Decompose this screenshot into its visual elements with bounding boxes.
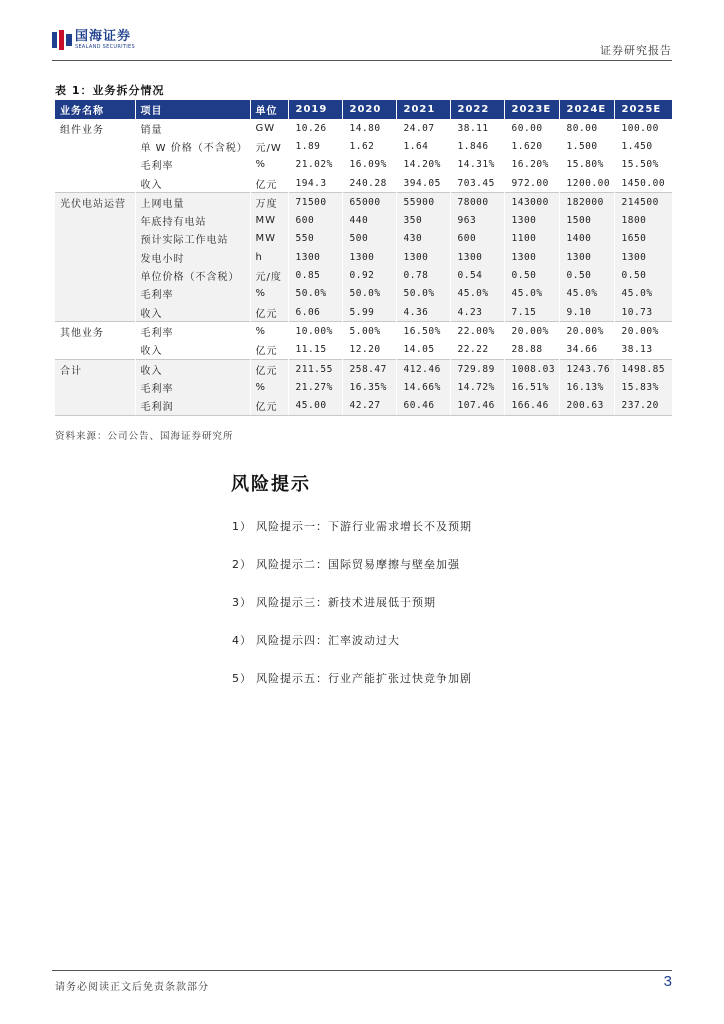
row-group-cell <box>55 211 135 229</box>
value-cell: 703.45 <box>450 174 504 193</box>
value-cell: 600 <box>450 230 504 248</box>
row-group-cell <box>55 156 135 174</box>
table-source: 资料来源：公司公告、国海证券研究所 <box>55 431 234 442</box>
value-cell: 412.46 <box>396 359 450 378</box>
column-header: 2021 <box>396 100 450 119</box>
value-cell: 0.85 <box>288 266 342 284</box>
value-cell: 16.35% <box>342 378 396 396</box>
value-cell: 100.00 <box>614 119 672 137</box>
value-cell: 12.20 <box>342 341 396 360</box>
row-item-cell: 毛利率 <box>135 378 250 396</box>
column-header: 2022 <box>450 100 504 119</box>
table-row <box>55 174 672 193</box>
table-row <box>55 248 672 266</box>
value-cell: 0.50 <box>614 266 672 284</box>
value-cell: 1800 <box>614 211 672 229</box>
row-item-cell: 单 W 价格（不含税） <box>135 137 250 155</box>
row-item-cell: 毛利率 <box>135 156 250 174</box>
value-cell: 50.0% <box>342 285 396 303</box>
value-cell: 14.66% <box>396 378 450 396</box>
value-cell: 45.0% <box>504 285 559 303</box>
row-item-cell: 年底持有电站 <box>135 211 250 229</box>
value-cell: 143000 <box>504 193 559 212</box>
value-cell: 200.63 <box>559 396 614 415</box>
value-cell: 729.89 <box>450 359 504 378</box>
value-cell: 1300 <box>504 211 559 229</box>
row-item-cell: 毛利率 <box>135 322 250 341</box>
column-header: 项目 <box>135 100 250 119</box>
header-divider <box>52 60 672 61</box>
row-unit-cell: % <box>250 378 288 396</box>
value-cell: 440 <box>342 211 396 229</box>
value-cell: 1.450 <box>614 137 672 155</box>
row-item-cell: 毛利润 <box>135 396 250 415</box>
value-cell: 60.00 <box>504 119 559 137</box>
table-row <box>55 396 672 415</box>
value-cell: 1.500 <box>559 137 614 155</box>
row-group-cell: 合计 <box>55 359 135 378</box>
value-cell: 22.22 <box>450 341 504 360</box>
value-cell: 0.54 <box>450 266 504 284</box>
column-header: 业务名称 <box>55 100 135 119</box>
value-cell: 11.15 <box>288 341 342 360</box>
row-item-cell: 发电小时 <box>135 248 250 266</box>
value-cell: 38.11 <box>450 119 504 137</box>
column-header: 2025E <box>614 100 672 119</box>
value-cell: 1200.00 <box>559 174 614 193</box>
value-cell: 20.00% <box>614 322 672 341</box>
risk-text: 风险提示三：新技术进展低于预期 <box>256 596 436 609</box>
value-cell: 16.50% <box>396 322 450 341</box>
row-group-cell <box>55 378 135 396</box>
row-item-cell: 上网电量 <box>135 193 250 212</box>
value-cell: 1450.00 <box>614 174 672 193</box>
value-cell: 15.50% <box>614 156 672 174</box>
value-cell: 182000 <box>559 193 614 212</box>
risk-text: 风险提示五：行业产能扩张过快竞争加剧 <box>256 672 472 685</box>
value-cell: 1300 <box>288 248 342 266</box>
value-cell: 1008.03 <box>504 359 559 378</box>
table-row <box>55 211 672 229</box>
row-group-cell <box>55 341 135 360</box>
value-cell: 20.00% <box>559 322 614 341</box>
value-cell: 5.00% <box>342 322 396 341</box>
column-header: 2024E <box>559 100 614 119</box>
footer-divider <box>52 970 672 971</box>
value-cell: 194.3 <box>288 174 342 193</box>
value-cell: 5.99 <box>342 303 396 322</box>
value-cell: 28.88 <box>504 341 559 360</box>
risk-text: 风险提示二：国际贸易摩擦与壁垒加强 <box>256 558 460 571</box>
value-cell: 1300 <box>342 248 396 266</box>
value-cell: 600 <box>288 211 342 229</box>
value-cell: 6.06 <box>288 303 342 322</box>
value-cell: 20.00% <box>504 322 559 341</box>
risk-index: 2） <box>232 558 252 571</box>
value-cell: 14.20% <box>396 156 450 174</box>
table-row <box>55 119 672 137</box>
row-unit-cell: 亿元 <box>250 303 288 322</box>
value-cell: 34.66 <box>559 341 614 360</box>
row-group-cell: 光伏电站运营 <box>55 193 135 212</box>
risk-item <box>232 672 472 710</box>
value-cell: 10.00% <box>288 322 342 341</box>
value-cell: 15.80% <box>559 156 614 174</box>
page-header <box>52 30 672 60</box>
value-cell: 45.0% <box>450 285 504 303</box>
column-header: 2020 <box>342 100 396 119</box>
value-cell: 14.05 <box>396 341 450 360</box>
value-cell: 1300 <box>614 248 672 266</box>
table-row <box>55 285 672 303</box>
value-cell: 15.83% <box>614 378 672 396</box>
risk-text: 风险提示一：下游行业需求增长不及预期 <box>256 520 472 533</box>
row-item-cell: 收入 <box>135 359 250 378</box>
row-unit-cell: 亿元 <box>250 359 288 378</box>
risk-index: 5） <box>232 672 252 685</box>
value-cell: 0.92 <box>342 266 396 284</box>
table-row <box>55 378 672 396</box>
value-cell: 1650 <box>614 230 672 248</box>
row-unit-cell: 元/W <box>250 137 288 155</box>
value-cell: 22.00% <box>450 322 504 341</box>
value-cell: 1498.85 <box>614 359 672 378</box>
table-row <box>55 266 672 284</box>
row-group-cell <box>55 303 135 322</box>
row-group-cell <box>55 266 135 284</box>
value-cell: 80.00 <box>559 119 614 137</box>
value-cell: 78000 <box>450 193 504 212</box>
row-unit-cell: 万度 <box>250 193 288 212</box>
table-row <box>55 137 672 155</box>
row-unit-cell: MW <box>250 211 288 229</box>
value-cell: 0.50 <box>559 266 614 284</box>
table-body <box>55 119 672 415</box>
value-cell: 1.620 <box>504 137 559 155</box>
value-cell: 16.51% <box>504 378 559 396</box>
value-cell: 1300 <box>504 248 559 266</box>
row-item-cell: 收入 <box>135 174 250 193</box>
value-cell: 1.846 <box>450 137 504 155</box>
row-unit-cell: h <box>250 248 288 266</box>
value-cell: 71500 <box>288 193 342 212</box>
risk-item <box>232 596 472 634</box>
value-cell: 0.50 <box>504 266 559 284</box>
value-cell: 166.46 <box>504 396 559 415</box>
value-cell: 1.64 <box>396 137 450 155</box>
row-unit-cell: MW <box>250 230 288 248</box>
row-group-cell <box>55 396 135 415</box>
row-group-cell <box>55 248 135 266</box>
table-row <box>55 230 672 248</box>
value-cell: 55900 <box>396 193 450 212</box>
risk-index: 4） <box>232 634 252 647</box>
value-cell: 9.10 <box>559 303 614 322</box>
risk-text: 风险提示四：汇率波动过大 <box>256 634 400 647</box>
value-cell: 16.20% <box>504 156 559 174</box>
value-cell: 107.46 <box>450 396 504 415</box>
row-unit-cell: 亿元 <box>250 174 288 193</box>
value-cell: 10.26 <box>288 119 342 137</box>
value-cell: 38.13 <box>614 341 672 360</box>
value-cell: 214500 <box>614 193 672 212</box>
row-unit-cell: 亿元 <box>250 396 288 415</box>
value-cell: 10.73 <box>614 303 672 322</box>
risk-index: 1） <box>232 520 252 533</box>
table-header-row <box>55 100 672 119</box>
value-cell: 50.0% <box>288 285 342 303</box>
value-cell: 963 <box>450 211 504 229</box>
value-cell: 1300 <box>559 248 614 266</box>
value-cell: 16.13% <box>559 378 614 396</box>
value-cell: 258.47 <box>342 359 396 378</box>
risk-item <box>232 520 472 558</box>
row-group-cell <box>55 230 135 248</box>
brand-logo <box>52 30 135 50</box>
value-cell: 394.05 <box>396 174 450 193</box>
value-cell: 430 <box>396 230 450 248</box>
value-cell: 45.0% <box>614 285 672 303</box>
value-cell: 1300 <box>450 248 504 266</box>
row-unit-cell: % <box>250 156 288 174</box>
value-cell: 50.0% <box>396 285 450 303</box>
brand-name-en: SEALAND SECURITIES <box>75 44 135 50</box>
risk-list <box>232 520 472 710</box>
value-cell: 14.80 <box>342 119 396 137</box>
column-header: 2023E <box>504 100 559 119</box>
row-group-cell <box>55 285 135 303</box>
value-cell: 500 <box>342 230 396 248</box>
table-row <box>55 303 672 322</box>
row-group-cell <box>55 174 135 193</box>
value-cell: 1.62 <box>342 137 396 155</box>
value-cell: 60.46 <box>396 396 450 415</box>
value-cell: 45.00 <box>288 396 342 415</box>
value-cell: 237.20 <box>614 396 672 415</box>
row-unit-cell: 元/度 <box>250 266 288 284</box>
value-cell: 1100 <box>504 230 559 248</box>
column-header: 2019 <box>288 100 342 119</box>
disclaimer: 请务必阅读正文后免责条款部分 <box>55 982 209 993</box>
value-cell: 7.15 <box>504 303 559 322</box>
row-group-cell <box>55 137 135 155</box>
value-cell: 24.07 <box>396 119 450 137</box>
value-cell: 21.02% <box>288 156 342 174</box>
value-cell: 14.31% <box>450 156 504 174</box>
risk-item <box>232 558 472 596</box>
value-cell: 4.36 <box>396 303 450 322</box>
table-row <box>55 322 672 341</box>
value-cell: 0.78 <box>396 266 450 284</box>
row-item-cell: 销量 <box>135 119 250 137</box>
value-cell: 4.23 <box>450 303 504 322</box>
row-item-cell: 毛利率 <box>135 285 250 303</box>
row-item-cell: 单位价格（不含税） <box>135 266 250 284</box>
column-header: 单位 <box>250 100 288 119</box>
value-cell: 1.89 <box>288 137 342 155</box>
table-row <box>55 359 672 378</box>
brand-logo-icon <box>52 30 72 50</box>
row-unit-cell: % <box>250 322 288 341</box>
table-title: 表 1：业务拆分情况 <box>55 84 165 97</box>
value-cell: 1300 <box>396 248 450 266</box>
page-number: 3 <box>663 973 672 990</box>
row-item-cell: 收入 <box>135 303 250 322</box>
value-cell: 350 <box>396 211 450 229</box>
row-item-cell: 预计实际工作电站 <box>135 230 250 248</box>
report-type: 证券研究报告 <box>600 44 672 57</box>
value-cell: 1500 <box>559 211 614 229</box>
value-cell: 211.55 <box>288 359 342 378</box>
risk-index: 3） <box>232 596 252 609</box>
value-cell: 1400 <box>559 230 614 248</box>
row-unit-cell: 亿元 <box>250 341 288 360</box>
risk-item <box>232 634 472 672</box>
value-cell: 45.0% <box>559 285 614 303</box>
row-group-cell: 其他业务 <box>55 322 135 341</box>
table-row <box>55 193 672 212</box>
value-cell: 14.72% <box>450 378 504 396</box>
row-group-cell: 组件业务 <box>60 124 104 136</box>
value-cell: 1243.76 <box>559 359 614 378</box>
value-cell: 21.27% <box>288 378 342 396</box>
risk-section-title: 风险提示 <box>231 474 311 495</box>
value-cell: 16.09% <box>342 156 396 174</box>
value-cell: 65000 <box>342 193 396 212</box>
table-row <box>55 341 672 360</box>
value-cell: 42.27 <box>342 396 396 415</box>
row-unit-cell: GW <box>250 119 288 137</box>
value-cell: 240.28 <box>342 174 396 193</box>
brand-name: 国海证券 <box>75 29 132 44</box>
value-cell: 550 <box>288 230 342 248</box>
row-item-cell: 收入 <box>135 341 250 360</box>
business-table <box>55 100 672 416</box>
row-unit-cell: % <box>250 285 288 303</box>
table-row <box>55 156 672 174</box>
value-cell: 972.00 <box>504 174 559 193</box>
